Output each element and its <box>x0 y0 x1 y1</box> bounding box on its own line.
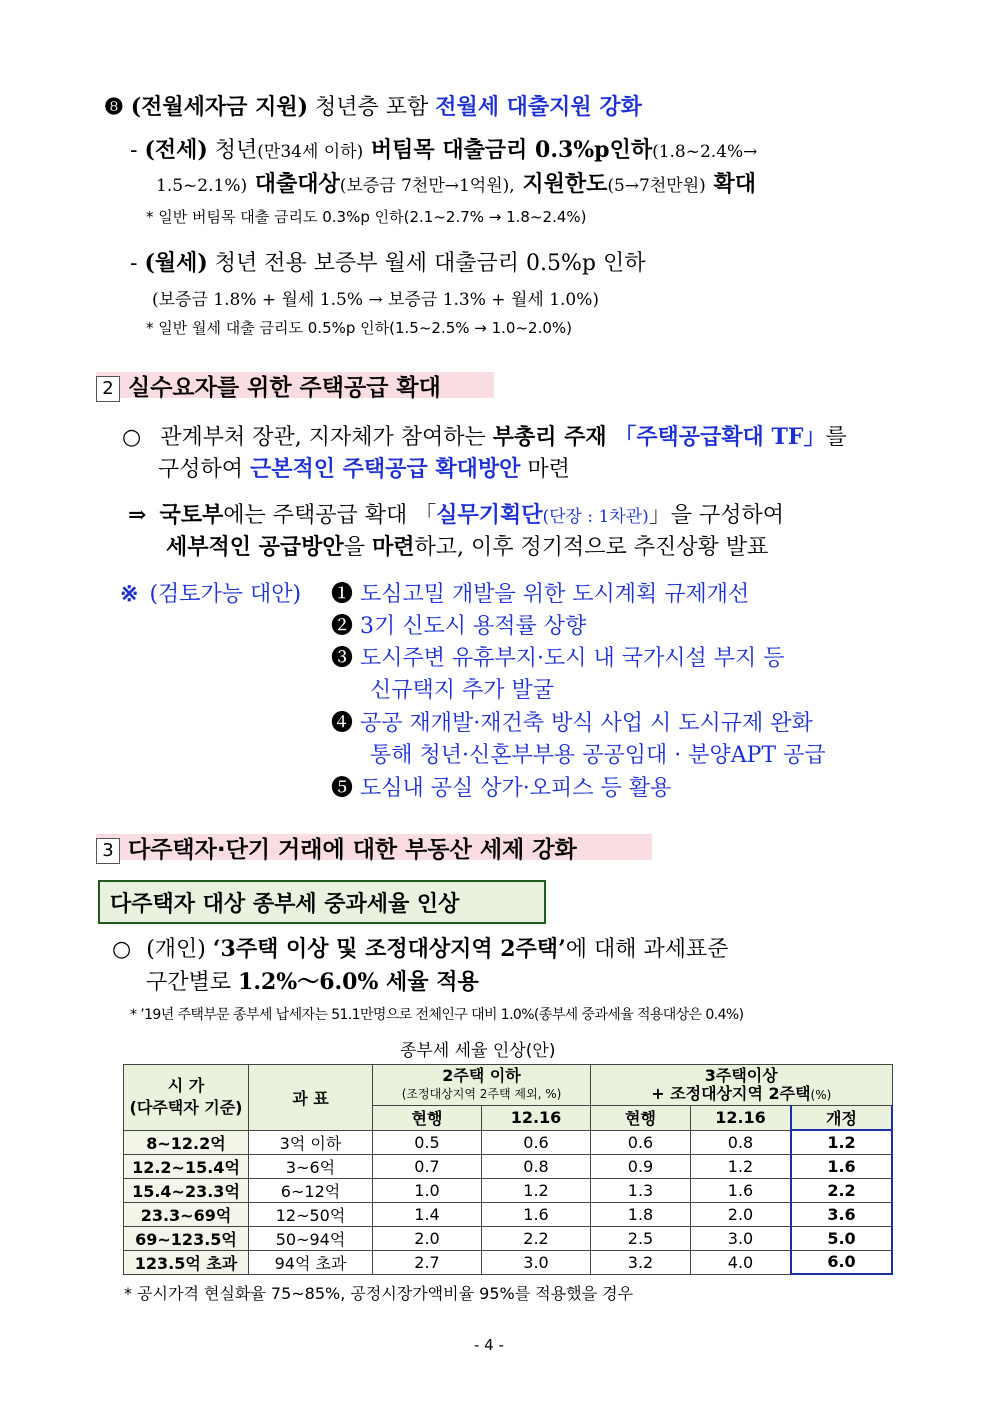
s3-bullet-line2 <box>146 965 479 996</box>
alt-2 <box>331 609 586 640</box>
th-two-label: 2주택 이하 <box>442 1066 521 1085</box>
alt-5-num: ❺ <box>331 776 354 801</box>
cell-d: 3.0 <box>691 1226 792 1250</box>
jeonse-t1s: (만34세 이하) <box>257 142 364 162</box>
cell-c: 1.8 <box>591 1202 691 1226</box>
table-footnote: * 공시가격 현실화율 75~85%, 공정시장가액비율 95%를 적용했을 경우 <box>124 1284 634 1303</box>
th-two <box>373 1065 591 1106</box>
section2-title: 실수요자를 위한 주택공급 확대 <box>128 375 441 401</box>
cell-price: 69~123.5억 <box>124 1226 249 1250</box>
s2-a-d: (단장 : 1차관) <box>542 507 649 527</box>
cell-price: 23.3~69억 <box>124 1202 249 1226</box>
alt-3-text: 도시주변 유휴부지·도시 내 국가시설 부지 등 <box>360 646 785 671</box>
table-row <box>124 1154 893 1178</box>
cell-price: 8~12.2억 <box>124 1130 249 1154</box>
item-8-head: (전월세자금 지원) <box>130 94 308 120</box>
alt-1 <box>331 577 749 608</box>
table-title: 종부세 세율 인상(안) <box>400 1041 556 1061</box>
cell-c: 3.2 <box>591 1250 691 1274</box>
s2-a-e: 」을 구성하여 <box>648 503 785 528</box>
cell-c: 0.9 <box>591 1154 691 1178</box>
th-base: 과 표 <box>249 1065 373 1131</box>
th-two-sub: (조정대상지역 2주택 제외, %) <box>401 1087 562 1101</box>
s2-arrow-line1 <box>128 498 784 529</box>
wolse-line2: (보증금 1.8% + 월세 1.5% → 보증금 1.3% + 월세 1.0%) <box>152 290 600 310</box>
alt-1-num: ❶ <box>331 582 354 607</box>
alt-3 <box>331 641 785 672</box>
cell-d: 4.0 <box>691 1250 792 1274</box>
table-row <box>124 1130 893 1154</box>
cell-price: 12.2~15.4억 <box>124 1154 249 1178</box>
s2-b1d: 를 <box>825 425 847 450</box>
s2-bullet1-line2 <box>158 452 570 483</box>
alt-4-num: ❹ <box>331 711 354 736</box>
s2-a-b: 에는 주택공급 확대 「 <box>223 503 437 528</box>
wolse-note: * 일반 월세 대출 금리도 0.5%p 인하(1.5~2.5% → 1.0~2.0%) <box>146 319 572 337</box>
s3-b-a: (개인) <box>146 937 213 962</box>
s2-arrow-line2 <box>166 530 768 561</box>
item-8-highlight: 전월세 대출지원 강화 <box>435 94 642 120</box>
tax-rate-table <box>123 1064 893 1275</box>
th-12162: 12.16 <box>691 1106 792 1131</box>
th-cur: 현행 <box>373 1106 482 1131</box>
cell-c: 2.5 <box>591 1226 691 1250</box>
s3-b-l2a: 구간별로 <box>146 970 239 995</box>
review-mark: ※ <box>120 581 139 607</box>
alt-4-text: 공공 재개발·재건축 방식 사업 시 도시규제 완화 <box>360 711 813 736</box>
s2-a-l2c: 마련 <box>371 534 415 560</box>
wolse-line1 <box>130 246 645 277</box>
cell-e: 1.6 <box>791 1154 892 1178</box>
jeonse-l2f: 확대 <box>705 171 756 197</box>
wolse-dash: - <box>130 251 145 276</box>
jeonse-l2c: (보증금 7천만→1억원), <box>339 176 515 196</box>
section2-heading <box>96 369 441 402</box>
cell-b: 3.0 <box>482 1250 591 1274</box>
th-price <box>124 1065 249 1131</box>
alt-2-text: 3기 신도시 용적률 상향 <box>360 614 587 639</box>
cell-e: 6.0 <box>791 1250 892 1274</box>
th-three <box>591 1065 893 1106</box>
jeonse-line2 <box>156 167 756 198</box>
jeonse-note: * 일반 버팀목 대출 금리도 0.3%p 인하(2.1~2.7% → 1.8~2.4%) <box>146 208 587 226</box>
cell-c: 0.6 <box>591 1130 691 1154</box>
cell-base: 12~50억 <box>249 1202 373 1226</box>
jeonse-label: (전세) <box>144 137 208 163</box>
th-three-label: 3주택이상 <box>704 1065 778 1085</box>
cell-b: 0.8 <box>482 1154 591 1178</box>
cell-c: 1.3 <box>591 1178 691 1202</box>
th-price-label: 시 가 <box>167 1076 205 1096</box>
s2-b1l2b: 근본적인 주택공급 확대방안 <box>250 456 521 482</box>
cell-b: 0.6 <box>482 1130 591 1154</box>
th-1216: 12.16 <box>482 1106 591 1131</box>
wolse-text: 청년 전용 보증부 월세 대출금리 0.5%p 인하 <box>207 251 646 276</box>
s2-a-c: 실무기획단 <box>436 502 543 528</box>
s2-b1l2c: 마련 <box>520 457 570 482</box>
alt-5 <box>331 771 671 802</box>
s3-b-l2b: 1.2%～6.0% 세율 적용 <box>238 969 479 995</box>
page-number: - 4 - <box>474 1336 504 1354</box>
jeonse-t1: 청년 <box>207 138 258 163</box>
s2-b1a: 관계부처 장관, 지자체가 참여하는 <box>160 425 493 450</box>
th-three-unit: (%) <box>810 1087 832 1102</box>
s2-a-a: 국토부 <box>159 502 224 528</box>
jeonse-dash: - <box>130 138 145 163</box>
s3-bullet-line1 <box>112 932 729 963</box>
table-row <box>124 1226 893 1250</box>
jeonse-t2s: (1.8~2.4%→ <box>652 142 758 162</box>
th-cur2: 현행 <box>591 1106 691 1131</box>
jeonse-l2s: 1.5~2.1%) <box>156 176 248 196</box>
jeonse-l2e: (5→7천만원) <box>607 176 706 196</box>
th-new: 개정 <box>791 1106 892 1131</box>
cell-base: 3~6억 <box>249 1154 373 1178</box>
section2-number: 2 <box>96 376 120 402</box>
cell-a: 2.0 <box>373 1226 482 1250</box>
s2-bullet1-line1 <box>122 420 847 451</box>
s2-arrow-icon: ⇒ <box>128 502 147 528</box>
th-three-sub: + 조정대상지역 2주택 <box>651 1083 811 1103</box>
jeonse-t2: 버팀목 대출금리 0.3%p인하 <box>363 137 653 163</box>
section3-heading <box>96 831 577 864</box>
alt-4-line2: 통해 청년·신혼부부용 공공임대 · 분양APT 공급 <box>370 743 826 768</box>
section3-number: 3 <box>96 838 120 864</box>
cell-base: 6~12억 <box>249 1178 373 1202</box>
wolse-label: (월세) <box>144 250 208 276</box>
cell-base: 94억 초과 <box>249 1250 373 1274</box>
alt-5-text: 도심내 공실 상가·오피스 등 활용 <box>360 776 672 801</box>
subsection-box <box>98 880 546 924</box>
cell-base: 3억 이하 <box>249 1130 373 1154</box>
review-label-line <box>120 577 301 608</box>
item-8-marker: ❽ <box>104 94 124 120</box>
cell-d: 1.2 <box>691 1154 792 1178</box>
cell-price: 123.5억 초과 <box>124 1250 249 1274</box>
subsection-box-title: 다주택자 대상 종부세 중과세율 인상 <box>110 892 460 917</box>
alt-3-num: ❸ <box>331 646 354 671</box>
cell-price: 15.4~23.3억 <box>124 1178 249 1202</box>
alt-2-num: ❷ <box>331 614 354 639</box>
s3-bullet-mark: ○ <box>112 937 132 962</box>
cell-base: 50~94억 <box>249 1226 373 1250</box>
item-8-line <box>104 90 642 121</box>
s3-b-b: ‘3주택 이상 및 조정대상지역 2주택’ <box>212 936 566 962</box>
cell-a: 1.0 <box>373 1178 482 1202</box>
cell-e: 5.0 <box>791 1226 892 1250</box>
alt-1-text: 도심고밀 개발을 위한 도시계획 규제개선 <box>360 582 750 607</box>
cell-b: 1.2 <box>482 1178 591 1202</box>
th-price-sub: (다주택자 기준) <box>129 1098 243 1118</box>
s2-b1c: 「주택공급확대 TF」 <box>614 424 826 450</box>
cell-b: 2.2 <box>482 1226 591 1250</box>
cell-e: 1.2 <box>791 1130 892 1154</box>
table-row <box>124 1202 893 1226</box>
review-label: (검토가능 대안) <box>149 582 302 607</box>
alt-4 <box>331 706 813 737</box>
table-row <box>124 1250 893 1274</box>
cell-a: 1.4 <box>373 1202 482 1226</box>
alt-3-line2: 신규택지 추가 발굴 <box>370 678 555 703</box>
cell-d: 0.8 <box>691 1130 792 1154</box>
s3-b-c: 에 대해 과세표준 <box>565 937 729 962</box>
jeonse-l2d: 지원한도 <box>514 171 608 197</box>
s3-note: * ’19년 주택부문 종부세 납세자는 51.1만명으로 전체인구 대비 1.0%(종부세 중과세율 적용대상은 0.4%) <box>130 1007 744 1023</box>
cell-a: 0.5 <box>373 1130 482 1154</box>
cell-b: 1.6 <box>482 1202 591 1226</box>
s2-b1b: 부총리 주재 <box>492 424 615 450</box>
s2-a-l2a: 세부적인 공급방안 <box>166 534 344 560</box>
s2-a-l2b: 을 <box>343 535 372 560</box>
cell-e: 2.2 <box>791 1178 892 1202</box>
cell-a: 0.7 <box>373 1154 482 1178</box>
jeonse-l2b: 대출대상 <box>247 171 340 197</box>
cell-e: 3.6 <box>791 1202 892 1226</box>
section3-title: 다주택자·단기 거래에 대한 부동산 세제 강화 <box>128 837 577 863</box>
item-8-text: 청년층 포함 <box>307 95 436 120</box>
table-row <box>124 1178 893 1202</box>
s2-a-l2d: 하고, 이후 정기적으로 추진상황 발표 <box>414 535 769 560</box>
s2-bullet-mark: ○ <box>122 425 142 450</box>
s2-b1l2a: 구성하여 <box>158 457 251 482</box>
cell-a: 2.7 <box>373 1250 482 1274</box>
cell-d: 2.0 <box>691 1202 792 1226</box>
jeonse-line1 <box>130 133 757 164</box>
cell-d: 1.6 <box>691 1178 792 1202</box>
